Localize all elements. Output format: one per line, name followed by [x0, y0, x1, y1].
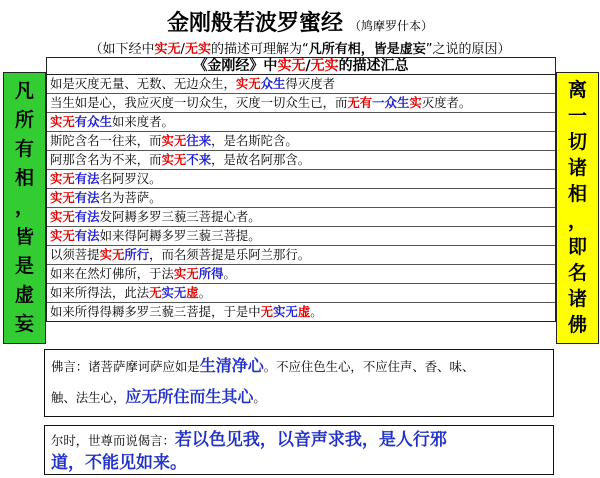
row-text: 以须菩提	[50, 247, 100, 262]
row-text: ，而名须菩提是乐阿兰那行。	[149, 247, 311, 262]
subtitle-wu-shi: 无实	[184, 42, 211, 57]
right-sidebar-char: 即	[567, 235, 587, 258]
table-header-b: 实无	[277, 58, 306, 74]
row-text: 。	[223, 266, 236, 281]
table-body	[47, 75, 555, 321]
quote2-verse-1: 若以色见我，以音声求我，是人行邪	[174, 430, 447, 450]
row-text: 名阿罗汉。	[99, 171, 162, 186]
summary-table	[46, 57, 556, 322]
row-text: ，是故名阿那含。	[211, 152, 311, 167]
table-row	[47, 94, 555, 113]
row-text: ，是名斯陀含。	[211, 133, 298, 148]
table-row	[47, 75, 555, 94]
quote1-highlight-1: 生清净心	[199, 356, 264, 375]
row-text: 名为菩萨。	[99, 190, 162, 205]
row-text: 如来得阿耨多罗三藐三菩提。	[99, 228, 261, 243]
subtitle	[0, 38, 600, 57]
table-row	[47, 303, 555, 321]
highlight-phrase: 实无往来	[161, 133, 212, 148]
row-text: 如来度者。	[111, 114, 174, 129]
highlight-phrase: 无有一众生实	[347, 95, 422, 110]
quote1-highlight-2: 应无所住而生其心	[125, 387, 254, 406]
right-sidebar-char: 切	[567, 130, 587, 153]
right-sidebar-char: 相	[567, 183, 587, 206]
quote1-lead: 佛言：诸菩萨摩诃萨应如是	[51, 359, 200, 374]
subtitle-prefix: （如下经中	[89, 42, 155, 57]
left-sidebar-char: ，	[14, 196, 34, 219]
subtitle-suffix: ”之说的原因）	[425, 42, 511, 57]
table-row	[47, 265, 555, 284]
highlight-phrase: 无实无虚	[260, 304, 311, 319]
left-sidebar-char: 相	[14, 167, 34, 190]
left-sidebar-phrase	[3, 72, 46, 344]
left-sidebar-char: 皆	[14, 225, 34, 248]
right-sidebar-char: 诸	[567, 288, 587, 311]
subtitle-shi-wu: 实无	[154, 42, 181, 57]
highlight-phrase: 实无所行	[99, 247, 150, 262]
highlight-phrase: 无实无虚	[149, 285, 199, 300]
highlight-phrase: 实无不来	[161, 152, 212, 167]
subtitle-slash: /	[180, 42, 185, 57]
table-header-e: 的描述汇总	[338, 58, 409, 74]
highlight-phrase: 实无有众生	[50, 114, 112, 129]
quote2-verse-2: 道，不能见如来。	[51, 453, 187, 473]
table-header	[47, 58, 555, 75]
highlight-phrase: 实无有法	[50, 171, 100, 186]
subtitle-quote: 凡所有相，皆是虚妄	[308, 42, 426, 57]
row-text: 。	[310, 304, 323, 319]
table-row	[47, 132, 555, 151]
sutra-title: 金刚般若波罗蜜经	[166, 10, 343, 36]
highlight-phrase: 实无众生	[235, 76, 286, 91]
left-sidebar-char: 妄	[14, 312, 34, 335]
table-row	[47, 113, 555, 132]
left-sidebar-char: 所	[14, 109, 34, 132]
right-sidebar-char: 离	[567, 78, 587, 101]
row-text: 如来所得法，此法	[50, 285, 150, 300]
highlight-phrase: 实无所得	[173, 266, 224, 281]
row-text: 当生如是心，我应灭度一切众生，灭度一切众生已，而	[50, 95, 348, 110]
row-text: 得灭度者	[285, 76, 335, 91]
right-sidebar-char: ，	[567, 209, 587, 232]
right-sidebar-char: 一	[567, 104, 587, 127]
table-row	[47, 246, 555, 265]
table-row	[47, 284, 555, 303]
left-sidebar-char: 有	[14, 138, 34, 161]
table-row	[47, 151, 555, 170]
right-sidebar-char: 佛	[567, 314, 587, 337]
highlight-phrase: 实无有法	[50, 209, 100, 224]
row-text: 如来所得得耨多罗三藐三菩提，于是中	[50, 304, 261, 319]
right-sidebar-phrase	[556, 72, 599, 344]
highlight-phrase: 实无有法	[50, 228, 100, 243]
row-text: 阿那含名为不来，而	[50, 152, 162, 167]
row-text: 如来在然灯佛所，于法	[50, 266, 174, 281]
right-sidebar-char: 诸	[567, 157, 587, 180]
translator-note: （鸠摩罗什本）	[349, 19, 434, 33]
quote1-end: 。	[253, 390, 266, 405]
row-text: 。	[198, 285, 212, 300]
quote-box-1	[44, 349, 554, 417]
quote2-lead: 尔时，世尊而说偈言：	[51, 433, 175, 448]
right-sidebar-char: 名	[567, 261, 587, 284]
left-sidebar-char: 虚	[14, 283, 34, 306]
page-title	[0, 6, 600, 37]
quote1-line2-lead: 触、法生心，	[51, 390, 126, 405]
quote-box-2	[44, 425, 554, 475]
highlight-phrase: 实无有法	[50, 190, 100, 205]
row-text: 如是灭度无量、无数、无边众生，	[50, 76, 236, 91]
table-row	[47, 208, 555, 227]
table-row	[47, 227, 555, 246]
table-row	[47, 170, 555, 189]
left-sidebar-char: 是	[14, 254, 34, 277]
table-row	[47, 189, 555, 208]
row-text: 斯陀含名一往来，而	[50, 133, 162, 148]
row-text: 灭度者。	[421, 95, 472, 110]
table-header-c: /	[305, 58, 311, 74]
table-header-a: 《金刚经》中	[193, 58, 278, 74]
quote1-rest: 。不应住色生心，不应住声、香、味、	[263, 359, 475, 374]
row-text: 发阿耨多罗三藐三菩提心者。	[99, 209, 261, 224]
subtitle-mid: 的描述可理解为“	[210, 42, 309, 57]
left-sidebar-char: 凡	[14, 80, 34, 103]
table-header-d: 无实	[310, 58, 339, 74]
